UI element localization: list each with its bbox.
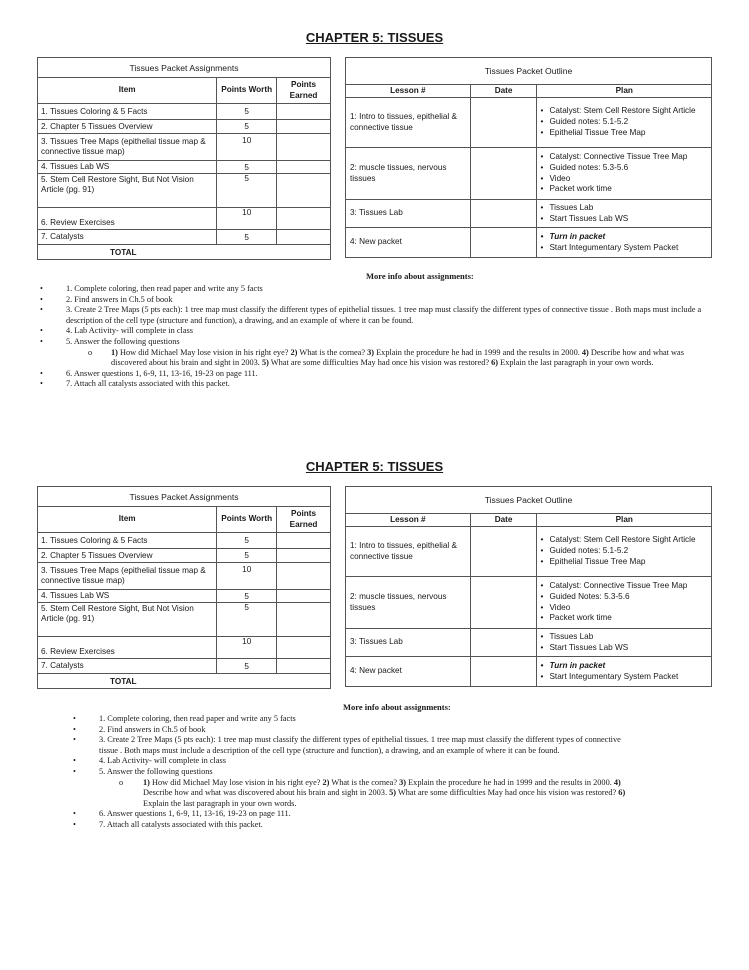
list-item: • 4. Lab Activity- will complete in class (48, 326, 718, 337)
assignments-caption: Tissues Packet Assignments (38, 58, 331, 78)
plan-item: • Catalyst: Connective Tissue Tree Map (537, 581, 711, 592)
plan-item: • Start Tissues Lab WS (537, 643, 711, 654)
assignment-name: 2. Chapter 5 Tissues Overview (38, 549, 217, 563)
assignment-name: 1. Tissues Coloring & 5 Facts (38, 104, 217, 120)
assignment-points: 10 (217, 134, 277, 161)
table-row (38, 533, 331, 549)
list-item: • 3. Create 2 Tree Maps (5 pts each): 1 tree map must classify the different types of epithelial tissues. 1 tree map must classify the different types of connective tissue . Both maps must include a description of the cell type (structure and function), a drawing, and an example of where it can be found. (48, 305, 718, 326)
question-text: What are some difficulties May had once his vision was restored? (396, 788, 619, 798)
question-number: 3) (367, 347, 375, 357)
more-info-heading: More info about assignments: (343, 702, 451, 712)
question-text: Describe how and what was discovered about his brain and sight in 2003. (143, 788, 390, 798)
list-item: • 7. Attach all catalysts associated with this packet. (81, 820, 636, 831)
list-item: • 5. Answer the following questions (48, 337, 718, 348)
plan-item: • Guided notes: 5.3-5.6 (537, 163, 711, 174)
assignment-name: 7. Catalysts (38, 230, 217, 245)
question-text: How did Michael May lose vision in his right eye? (149, 777, 323, 787)
plan-item: • Guided notes: 5.1-5.2 (537, 546, 711, 557)
assignment-name: 7. Catalysts (38, 659, 217, 674)
assignment-points: 5 (217, 659, 277, 674)
plan-item: • Turn in packet (537, 661, 711, 672)
table-row (38, 659, 331, 674)
col-item: Item (38, 507, 217, 533)
table-row (346, 657, 712, 687)
list-item: • 2. Find answers in Ch.5 of book (48, 295, 718, 306)
plan-item: • Catalyst: Connective Tissue Tree Map (537, 152, 711, 163)
list-item: • 6. Answer questions 1, 6-9, 11, 13-16, 19-23 on page 111. (48, 369, 718, 380)
sub-bullet: o (119, 777, 124, 787)
lesson-label: 1: Intro to tissues, epithelial & connective tissue (346, 527, 471, 577)
table-row (346, 577, 712, 629)
page-title: CHAPTER 5: TISSUES (305, 30, 444, 45)
lesson-label: 4: New packet (346, 657, 471, 687)
total-label: TOTAL (38, 674, 331, 689)
question-number: 2) (322, 777, 330, 787)
col-plan: Plan (537, 85, 712, 98)
assignment-notes (81, 714, 636, 831)
assignment-points: 5 (217, 549, 277, 563)
list-item: • 2. Find answers in Ch.5 of book (81, 725, 636, 736)
assignment-name: 1. Tissues Coloring & 5 Facts (38, 533, 217, 549)
assignment-points: 5 (217, 533, 277, 549)
question-number: 6) (491, 358, 499, 368)
assignment-points: 5 (217, 603, 277, 637)
plan-item: • Catalyst: Stem Cell Restore Sight Article (537, 106, 711, 117)
plan-item: • Catalyst: Stem Cell Restore Sight Article (537, 535, 711, 546)
question-text: How did Michael May lose vision in his right eye? (117, 347, 291, 357)
question-text: Explain the last paragraph in your own words. (498, 358, 654, 368)
question-number: 4) (581, 347, 589, 357)
list-item: • 3. Create 2 Tree Maps (5 pts each): 1 tree map must classify the different types of epithelial tissues. 1 tree map must classify the different types of connective tissue . Both maps must include a description of the cell type (structure and function), a drawing, and an example of where it can be found. (81, 735, 636, 756)
list-item: • 1. Complete coloring, then read paper and write any 5 facts (81, 714, 636, 725)
plan-item: • Tissues Lab (537, 632, 711, 643)
more-info-heading: More info about assignments: (366, 271, 474, 281)
table-row (38, 590, 331, 603)
assignment-points: 5 (217, 230, 277, 245)
outline-caption: Tissues Packet Outline (346, 487, 712, 514)
question-number: 6) (618, 788, 626, 798)
page-title: CHAPTER 5: TISSUES (305, 459, 444, 474)
question-number: 1) (143, 777, 150, 787)
table-row (38, 549, 331, 563)
lesson-label: 2: muscle tissues, nervous tissues (346, 577, 471, 629)
question-number: 5) (261, 358, 269, 368)
assignment-name: 2. Chapter 5 Tissues Overview (38, 120, 217, 134)
list-item: • 4. Lab Activity- will complete in class (81, 756, 636, 767)
question-text: Explain the procedure he had in 1999 and the results in 2000. (406, 777, 614, 787)
question-number: 5) (389, 788, 397, 798)
assignment-name: 6. Review Exercises (38, 637, 217, 659)
plan-item: • Start Integumentary System Packet (537, 672, 711, 683)
sub-bullet: o (88, 347, 93, 357)
col-lesson: Lesson # (346, 514, 471, 527)
assignment-name: 5. Stem Cell Restore Sight, But Not Vision Article (pg. 91) (38, 603, 217, 637)
question-text: Explain the procedure he had in 1999 and the results in 2000. (374, 347, 582, 357)
question-number: 3) (399, 777, 407, 787)
assignment-name: 4. Tissues Lab WS (38, 590, 217, 603)
question-number: 1) (111, 347, 118, 357)
col-points-earned: Points Earned (277, 78, 331, 104)
table-row (38, 603, 331, 637)
col-date: Date (470, 85, 537, 98)
question-number: 2) (290, 347, 298, 357)
questions-list (81, 778, 636, 810)
assignment-name: 5. Stem Cell Restore Sight, But Not Vision Article (pg. 91) (38, 174, 217, 208)
assignments-table (37, 486, 331, 689)
plan-item: • Guided Notes: 5.3-5.6 (537, 592, 711, 603)
col-points-worth: Points Worth (217, 78, 277, 104)
lesson-label: 3: Tissues Lab (346, 200, 471, 228)
assignment-points: 10 (217, 208, 277, 230)
assignment-points: 5 (217, 120, 277, 134)
col-plan: Plan (537, 514, 712, 527)
assignments-caption: Tissues Packet Assignments (38, 487, 331, 507)
table-row (346, 629, 712, 657)
assignment-name: 3. Tissues Tree Maps (epithelial tissue map & connective tissue map) (38, 134, 217, 161)
plan-item: • Epithelial Tissue Tree Map (537, 128, 711, 139)
col-points-earned: Points Earned (277, 507, 331, 533)
plan-item: • Tissues Lab (537, 203, 711, 214)
table-row (38, 637, 331, 659)
assignment-points: 5 (217, 104, 277, 120)
lesson-label: 4: New packet (346, 228, 471, 258)
col-date: Date (470, 514, 537, 527)
assignment-points: 5 (217, 174, 277, 208)
assignment-name: 4. Tissues Lab WS (38, 161, 217, 174)
question-text: Describe how and what was discovered about his brain and sight in 2003. (111, 347, 684, 368)
assignment-points: 5 (217, 161, 277, 174)
assignment-points: 10 (217, 637, 277, 659)
plan-item: • Video (537, 174, 711, 185)
list-item: • 1. Complete coloring, then read paper and write any 5 facts (48, 284, 718, 295)
plan-item: • Turn in packet (537, 232, 711, 243)
plan-item: • Epithelial Tissue Tree Map (537, 557, 711, 568)
plan-item: • Video (537, 603, 711, 614)
plan-item: • Guided notes: 5.1-5.2 (537, 117, 711, 128)
table-row (346, 527, 712, 577)
col-points-worth: Points Worth (217, 507, 277, 533)
assignment-points: 5 (217, 590, 277, 603)
outline-table (345, 486, 712, 687)
question-text: What is the cornea? (329, 777, 400, 787)
list-item: • 7. Attach all catalysts associated with this packet. (48, 379, 718, 390)
assignment-name: 3. Tissues Tree Maps (epithelial tissue map & connective tissue map) (38, 563, 217, 590)
plan-item: • Start Integumentary System Packet (537, 243, 711, 254)
question-text: What is the cornea? (297, 347, 368, 357)
question-number: 4) (613, 777, 621, 787)
col-item: Item (38, 78, 217, 104)
lesson-label: 2: muscle tissues, nervous tissues (346, 148, 471, 200)
list-item: • 6. Answer questions 1, 6-9, 11, 13-16, 19-23 on page 111. (81, 809, 636, 820)
lesson-label: 3: Tissues Lab (346, 629, 471, 657)
lesson-label: 1: Intro to tissues, epithelial & connective tissue (346, 98, 471, 148)
plan-item: • Packet work time (537, 184, 711, 195)
outline-caption: Tissues Packet Outline (346, 58, 712, 85)
table-row (38, 563, 331, 590)
assignment-name: 6. Review Exercises (38, 208, 217, 230)
question-text: Explain the last paragraph in your own words. (143, 798, 297, 808)
col-lesson: Lesson # (346, 85, 471, 98)
list-item: • 5. Answer the following questions (81, 767, 636, 778)
assignment-points: 10 (217, 563, 277, 590)
plan-item: • Packet work time (537, 613, 711, 624)
question-text: What are some difficulties May had once his vision was restored? (268, 358, 492, 368)
plan-item: • Start Tissues Lab WS (537, 214, 711, 225)
total-label: TOTAL (38, 245, 331, 260)
